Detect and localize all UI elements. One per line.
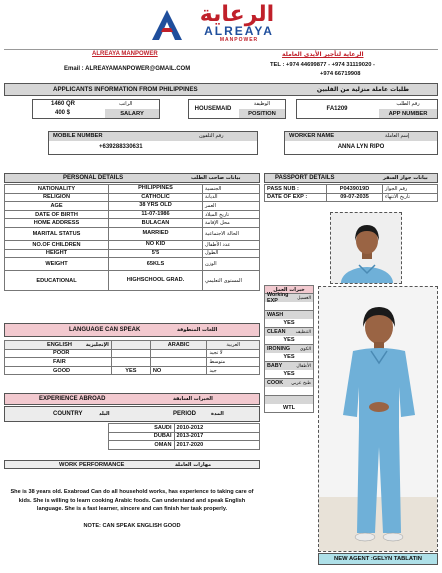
skill-label: BABY [267,363,283,369]
personal-details-header [4,173,260,183]
worker-photo-full-body [318,286,438,552]
passport-row [265,185,438,194]
logo [150,2,295,46]
app-number-label: APP NUMBER [379,109,437,118]
language-row [5,358,260,367]
language-level: GOOD [5,366,112,375]
passport-details-table [264,184,438,202]
company-name-en: ALREAYA MANPOWER [92,51,158,57]
mobile-label-bar [49,132,257,141]
applicants-title-ar: طلبات عاملة منزلية من الفلبين [316,86,409,93]
language-english: YES [111,366,150,375]
personal-row [5,240,260,249]
passport-details-title: PASSPORT DETAILS [275,175,335,181]
personal-row [5,271,260,291]
worker-name-label-bar [285,132,437,141]
passport-label: PASS NUB : [265,185,327,194]
skills-column [264,285,314,413]
personal-label: HEIGHT [5,249,109,258]
language-row [5,366,260,375]
personal-label: RELIGION [5,193,109,202]
description-block [10,488,254,548]
personal-label-ar: محل الإقامة [203,219,260,228]
personal-label-ar: الحالة الاجتماعية [203,227,260,240]
personal-label: NATIONALITY [5,185,109,194]
language-header [4,323,260,337]
work-performance-header [4,460,260,469]
logo-sub: MANPOWER [219,37,259,43]
experience-title-ar: الخبرات السابقة [173,396,213,402]
language-col-arabic: ARABIC [167,341,190,348]
skill-item [264,311,314,328]
mobile-label-ar: رقم التلفون [199,133,224,139]
skill-item [264,328,314,345]
language-level: POOR [5,349,112,358]
personal-value: 38 YRS OLD [109,202,203,211]
language-english [111,358,150,367]
app-number-value: FA1209 [326,106,348,112]
company-tel: TEL : +974 44699877 - +974 31119020 - [270,62,375,68]
language-level-ar: لا تجيد [207,349,260,358]
language-title: LANGUAGE CAN SPEAK [69,327,141,333]
passport-details-title-ar: بيانات جواز السفر [383,175,428,181]
personal-label-ar: الوزن [203,258,260,271]
personal-label: HOME ADDRESS [5,219,109,228]
personal-label-ar: تاريخ الميلاد [203,210,260,219]
personal-row [5,202,260,211]
header-rule [4,49,438,50]
personal-value: PHILIPPINES [109,185,203,194]
personal-value: 65KLS [109,258,203,271]
skill-label: COOK [267,380,284,386]
skill-label: IRONING [267,346,291,352]
skill-value [265,387,313,395]
personal-label-ar: الطول [203,249,260,258]
personal-label-ar: المستوى التعليمي [203,271,260,291]
personal-label-ar: عدد الأطفال [203,240,260,249]
passport-label: DATE OF EXP : [265,193,327,202]
worker-name-label: WORKER NAME [289,133,335,139]
language-col-arabic-ar: العربية [226,341,241,348]
logo-latin: ALREAYA [204,24,274,38]
personal-row [5,193,260,202]
mobile-label: MOBILE NUMBER [53,133,103,139]
passport-label-ar: رقم الجواز [383,185,438,194]
personal-label-ar: العمر [203,202,260,211]
applicants-bar [4,83,438,96]
experience-col-country: COUNTRY [53,411,83,417]
experience-col-period: PERIOD [173,411,197,417]
personal-value: CATHOLIC [109,193,203,202]
skill-value: YES [283,354,295,360]
personal-row [5,249,260,258]
experience-row [4,432,260,441]
experience-table [4,423,260,450]
work-performance-label-ar: مهارات العاملة [175,462,212,468]
personal-label: DATE OF BIRTH [5,210,109,219]
passport-row [265,193,438,202]
applicants-title: APPLICANTS INFORMATION FROM PHILIPPINES [53,86,198,93]
personal-label: NO.OF CHILDREN [5,240,109,249]
passport-value: 09-07-2035 [327,193,383,202]
personal-label-ar: الديانة [203,193,260,202]
work-performance-label: WORK PERFORMANCE [59,462,125,468]
salary-block [32,99,160,119]
language-arabic [150,349,207,358]
worker-name-block [284,131,438,155]
personal-value: 5'5 [109,249,203,258]
personal-label: EDUCATIONAL [5,271,109,291]
experience-country: DUBAI [108,432,174,441]
personal-value: BULACAN [109,219,203,228]
salary-value-usd: 400 $ [55,110,71,116]
experience-country: OMAN [108,441,174,450]
skill-value: YES [283,320,295,326]
skill-label-ar: التنظيف [295,329,311,335]
skill-value: WTL [282,405,296,411]
experience-country: SAUDI [108,424,174,433]
personal-row [5,185,260,194]
personal-row [5,210,260,219]
skill-label: Working EXP [267,292,289,304]
language-english [111,349,150,358]
salary-label: SALARY [105,109,159,118]
agent-bar: NEW AGENT :GELYN TABLATIN [318,553,438,565]
experience-row [4,441,260,450]
experience-col-country-ar: البلد [99,411,110,417]
language-row [5,349,260,358]
skill-value: YES [283,371,295,377]
language-level-ar: متوسط [207,358,260,367]
skill-label-ar: طبخ عربي [291,380,311,386]
personal-label-ar: الجنسية [203,185,260,194]
mobile-block [48,131,258,155]
language-table [4,340,260,375]
experience-header [4,393,260,405]
experience-period: 2017-2020 [174,441,260,450]
worker-name-value: ANNA LYN RIPO [337,144,385,150]
skill-label-ar: الأطفال [296,363,311,369]
description-text: She is 38 years old. Exabroad Can do all household works, has experience to taking care of kids. She is willing to learn cooking Arabic foods. Can understand and speak English language. She is a fast learner, sincere and can finish her task properly. [10,489,254,513]
passport-details-header [264,173,438,183]
salary-value: 1460 QR [51,101,76,107]
position-value: HOUSEMAID [194,106,232,112]
experience-row [4,424,260,433]
description-note: NOTE: CAN SPEAK ENGLISH GOOD [83,522,181,529]
skill-label-ar: الغسيل [297,295,311,301]
language-level-ar: جيد [207,366,260,375]
personal-value: NO KID [109,240,203,249]
personal-label: MARITAL STATUS [5,227,109,240]
skill-item [264,396,314,413]
mobile-value: +639288330631 [99,144,143,150]
skill-item [264,362,314,379]
language-col-english-ar: الإنجليزية [85,341,109,348]
skill-value: YES [283,337,295,343]
logo-arabic: الرعاية [199,2,275,27]
skills-title: خبرات العمل [264,285,314,294]
experience-title: EXPERIENCE ABROAD [39,396,106,402]
personal-details-title: PERSONAL DETAILS [63,175,124,181]
passport-label-ar: تاريخ الانتهاء [383,193,438,202]
language-title-ar: اللغات المنطوقة [177,327,218,333]
position-label: POSITION [239,109,285,118]
worker-photo-portrait [330,212,402,284]
personal-details-table [4,184,260,291]
skill-label-ar: الكوي [299,346,311,352]
position-block [188,99,286,119]
personal-row [5,227,260,240]
logo-a-mark [150,8,184,42]
skill-label: CLEAN [267,329,286,335]
experience-period: 2010-2012 [174,424,260,433]
skill-item [264,379,314,396]
skill-item [264,345,314,362]
company-tel-2: +974 66719908 [320,71,361,77]
company-email: Email : ALREAYAMANPOWER@GMAIL.COM [64,66,191,72]
personal-label: AGE [5,202,109,211]
company-name-ar: الرعاية لتأجير الأيدي العاملة [282,51,364,58]
personal-value: 11-07-1986 [109,210,203,219]
skill-item [264,294,314,311]
experience-period: 2013-2017 [174,432,260,441]
experience-col-period-ar: المدة [211,411,224,417]
personal-label: WEIGHT [5,258,109,271]
language-arabic: NO [150,366,207,375]
experience-columns [4,406,260,422]
language-col-english: ENGLISH [47,341,72,348]
skill-label: WASH [267,312,284,318]
app-number-label-ar: رقم الطلب [396,101,420,107]
language-level: FAIR [5,358,112,367]
personal-row [5,258,260,271]
salary-label-ar: الراتب [119,101,133,107]
app-number-block [296,99,438,119]
passport-value: P0439019D [327,185,383,194]
language-arabic [150,358,207,367]
position-label-ar: الوظيفة [253,101,271,107]
personal-value: HIGHSCHOOL GRAD. [109,271,203,291]
worker-name-label-ar: إسم العاملة [385,133,410,139]
personal-value: MARRIED [109,227,203,240]
personal-details-title-ar: بيانات صاحب الطلب [191,175,241,181]
personal-row [5,219,260,228]
